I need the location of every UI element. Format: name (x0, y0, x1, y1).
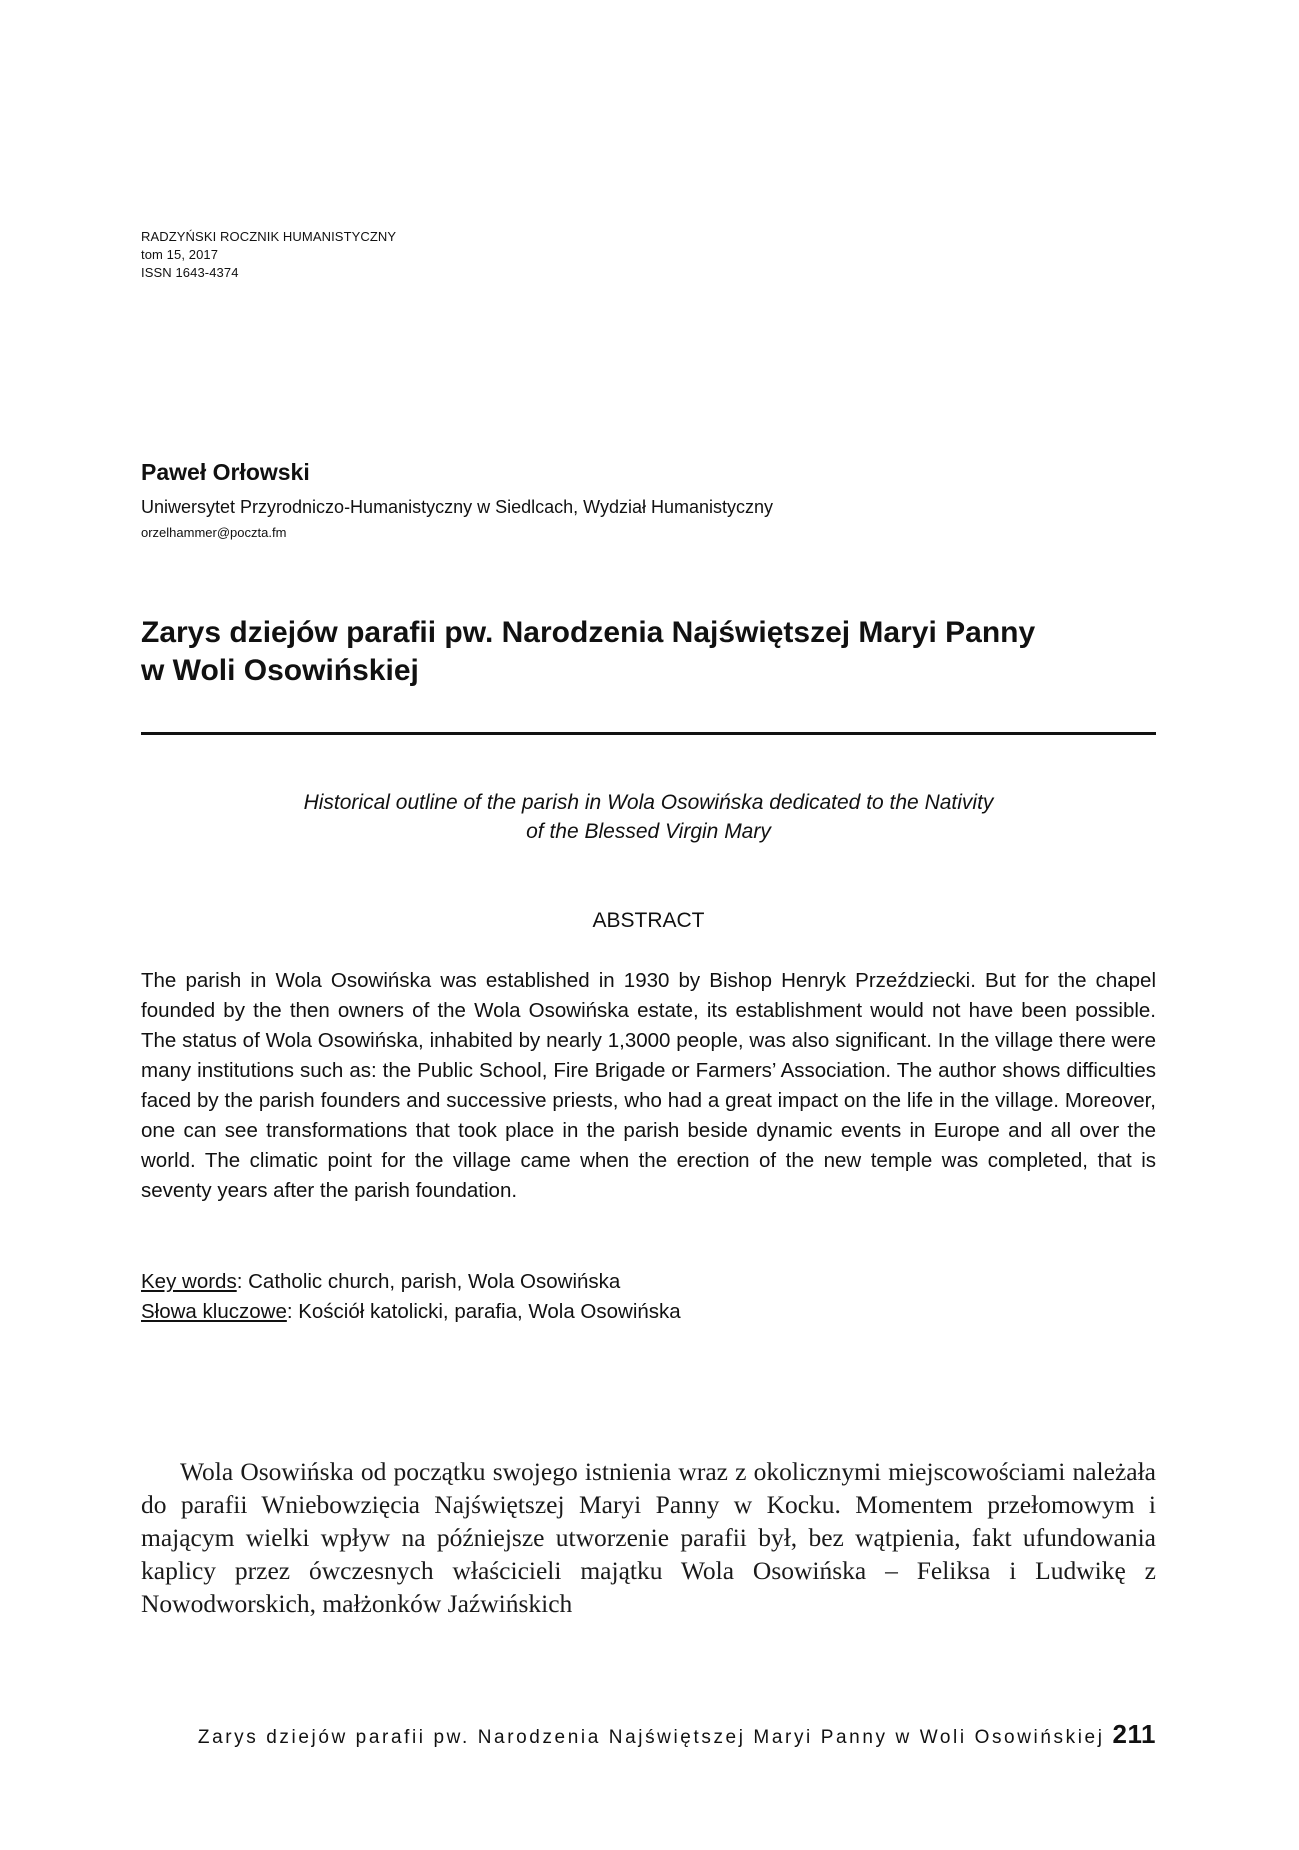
keywords-polish (141, 1297, 681, 1327)
keywords-english-label: Key words (141, 1270, 237, 1293)
article-title-line-2: w Woli Osowińskiej (141, 654, 419, 687)
english-title (141, 788, 1156, 846)
keywords-block (141, 1267, 681, 1327)
author-name: Paweł Orłowski (141, 459, 310, 485)
page-number: 211 (1112, 1719, 1156, 1749)
english-title-line-2: of the Blessed Virgin Mary (526, 820, 771, 843)
journal-header (141, 228, 396, 282)
running-title: Zarys dziejów parafii pw. Narodzenia Najświętszej Maryi Panny w Woli Osowińskiej (197, 1727, 1105, 1748)
title-divider (141, 732, 1156, 735)
abstract-heading: ABSTRACT (592, 909, 705, 932)
article-title-line-1: Zarys dziejów parafii pw. Narodzenia Najświętszej Maryi Panny (141, 616, 1036, 649)
abstract-text: The parish in Wola Osowińska was established in 1930 by Bishop Henryk Przeździecki. But for the chapel founded by the then owners of the Wola Osowińska estate, its establishment would not have been possible. The status of Wola Osowińska, inhabited by nearly 1,3000 people, was also significant. In the village there were many institutions such as: the Public School, Fire Brigade or Farmers’ Association. The author shows difficulties faced by the parish founders and successive priests, who had a great impact on the life in the village. Moreover, one can see transformations that took place in the parish beside dynamic events in Europe and all over the world. The climatic point for the village came when the erection of the new temple was completed, that is seventy years after the parish foundation. (141, 969, 1156, 1202)
article-title (141, 614, 1141, 690)
keywords-english-values: : Catholic church, parish, Wola Osowińska (236, 1270, 621, 1293)
journal-volume: tom 15, 2017 (141, 247, 219, 262)
keywords-polish-values: : Kościół katolicki, parafia, Wola Osowińska (286, 1300, 681, 1323)
keywords-english (141, 1267, 681, 1297)
author-email: orzelhammer@poczta.fm (141, 525, 287, 540)
journal-name: RADZYŃSKI ROCZNIK HUMANISTYCZNY (141, 229, 397, 244)
author-affiliation: Uniwersytet Przyrodniczo-Humanistyczny w Siedlcach, Wydział Humanistyczny (141, 497, 774, 517)
english-title-line-1: Historical outline of the parish in Wola Osowińska dedicated to the Nativity (303, 791, 994, 814)
keywords-polish-label: Słowa kluczowe (141, 1300, 287, 1323)
page-footer (141, 1719, 1156, 1750)
journal-issn: ISSN 1643-4374 (141, 265, 239, 280)
body-paragraph: Wola Osowińska od początku swojego istnienia wraz z okolicznymi miejscowościami należała do parafii Wniebowzięcia Najświętszej Maryi Panny w Kocku. Momentem przełomowym i mającym wielki wpływ na późniejsze utworzenie parafii był, bez wątpienia, fakt ufundowania kaplicy przez ówczesnych właścicieli majątku Wola Osowińska – Feliksa i Ludwikę z Nowodworskich, małżonków Jaźwińskich (141, 1457, 1156, 1618)
